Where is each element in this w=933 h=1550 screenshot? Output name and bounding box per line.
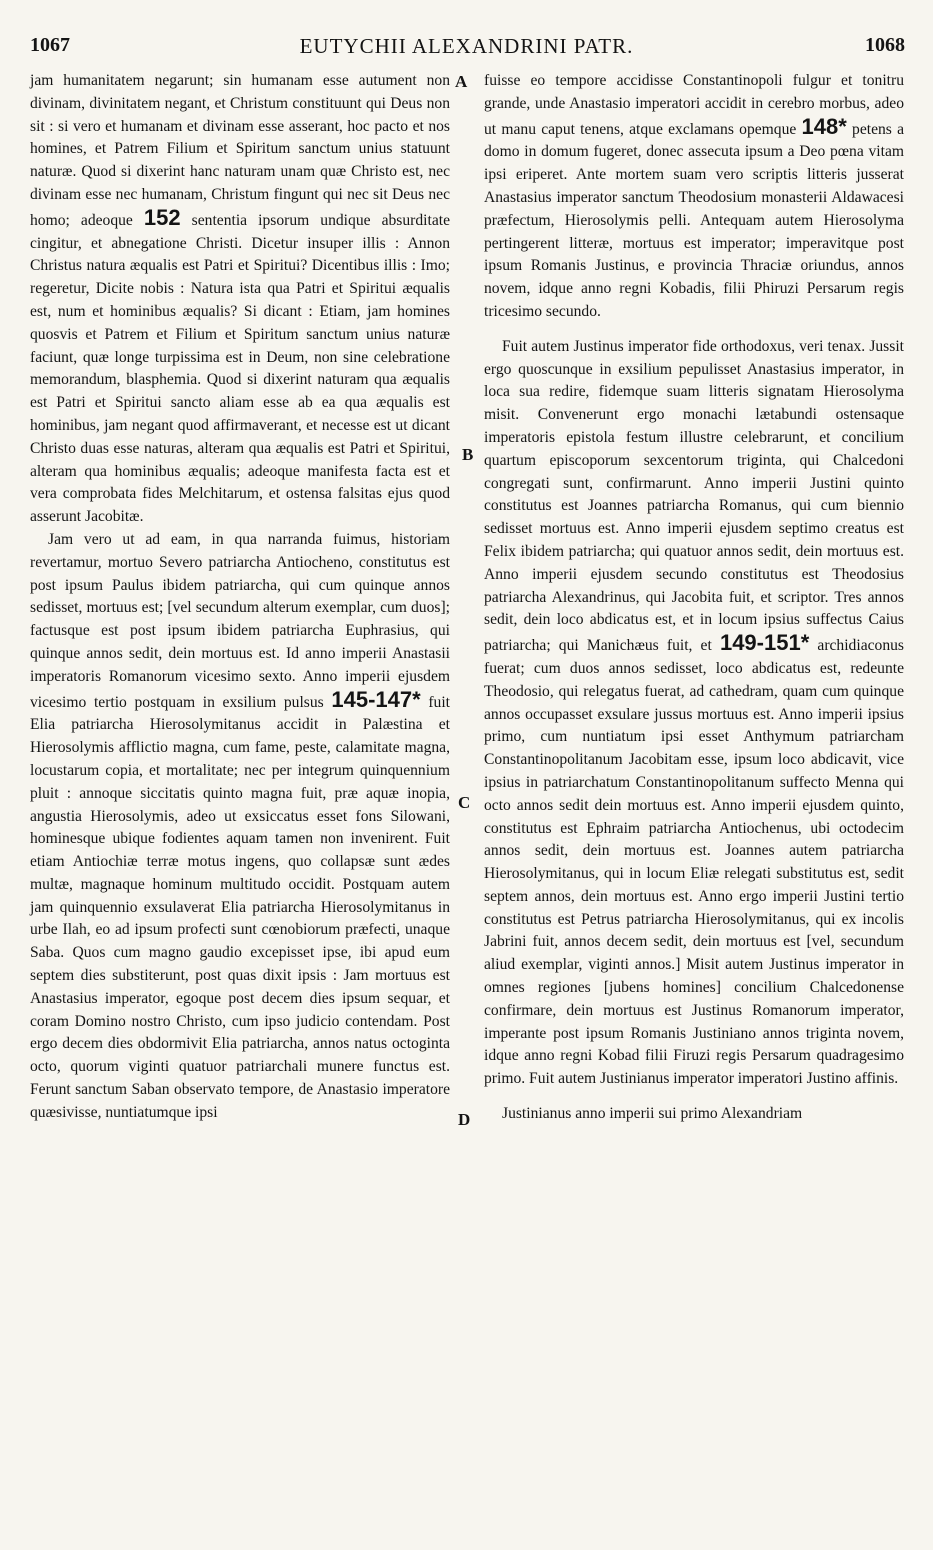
right-column bbox=[484, 70, 904, 1126]
left-p2-text-a: Jam vero ut ad eam, in qua narranda fuimus, historiam revertamur, mortuo Severo patriarcha Antiocheno, constitutus est post ipsum Paulus ibidem patriarcha, qui cum quinque annos sedisset, mortuus est; [vel secundum alterum exemplar, cum duos]; factusque est post ipsum ibidem patriarcha Euphrasius, qui quinque annos sedit, dein mortuus est. Id anno imperii Anastasii imperatoris Romanorum vicesimo sexto. Anno imperii ejusdem vicesimo tertio postquam in exsilium pulsus bbox=[30, 530, 450, 711]
page-number-right: 1068 bbox=[865, 34, 905, 56]
right-p1-text-b: petens a domo in domum fugeret, donec assecuta ipsum a Deo pœna vitam ipsi eriperet. Ante mortem suam vero scriptis litteris jusserat Anastasius imperator sanctum Theodosium monasterii Aldawacesi præfectum, Hierosolymis pelli. Antequam autem Hierosolyma pertingerent litteræ, mortuus est imperator; imperavitque post ipsum Romanis Justinus, e provincia Thraciæ oriundus, annos novem, idque anno regni Kobadis, filii Phiruzi Persarum regis tricesimo secundo. bbox=[484, 120, 904, 320]
running-header bbox=[22, 34, 911, 68]
left-column bbox=[30, 70, 450, 1125]
left-p2-text-b: fuit Elia patriarcha Hierosolymitanus accidit in Palæstina et Hierosolymis afflictio magna, cum fame, peste, calamitate magna, locustarum copia, et mortalitate; nec per integrum quinquennium pluit : annoque siccitatis quinto magna fuit, præ aquæ inopia, angustia Hierosolymis, adeo ut exsiccatus esset fons Silowani, hominesque ubique fodientes aquam tamen non invenirent. Fuit etiam Antiochiæ terræ motus ingens, quo collapsæ sunt ædes multæ, magnaque hominum multitudo occidit. Postquam autem jam quinquennio exsulaverat Elia patriarcha Hierosolymitanus in urbe Ilah, eo ad ipsum profecti sunt cœnobiorum præfecti, unaque Saba. Quos cum magno gaudio excepisset ipse, ibi apud eum septem dies substiterunt, post quas dixit ipsis : Jam mortuus est Anastasius imperator, egoque post decem dies ipsum sequar, et coram Domino nostro Christo, cum ipso judicio contendam. Post ergo decem dies obdormivit Elia patriarcha, annos natus octoginta octo, quorum viginti quatuor patriarchali munere functus est. Ferunt sanctum Saban observato tempore, de Anastasio imperatore quæsivisse, nuntiatumque ipsi bbox=[30, 693, 450, 1121]
right-paragraph-3: Justinianus anno imperii sui primo Alexandriam bbox=[502, 1105, 803, 1123]
column-marker-148: 148* bbox=[801, 113, 847, 139]
left-p1-text-a: jam humanitatem negarunt; sin humanam esse autument non divinam, divinitatem negant, et Christum constituunt qui Deus non sit : si vero et humanam et divinam esse asserant, hoc pacto et nos homines, et Patrem Filium et Spiritum sanctum unius statuunt naturæ. Quod si dixerint hanc naturam unam quæ Christo est, nec divinam esse nec humanam, Christum fingunt qui nec sit Deus nec homo; adeoque bbox=[30, 72, 450, 229]
page-number-left: 1067 bbox=[30, 34, 70, 56]
left-paragraph-2 bbox=[30, 529, 450, 1125]
left-p1-text-b: sententia ipsorum undique absurditate cingitur, et abnegatione Christi. Dicetur insuper illis : Annon Christus natura æqualis est Patri et Spiritui? Dicentibus illis : Imo; regeretur, Dicite nobis : Natura ista qua Patri et Spiritui æqualis est, num et hominibus æqualis? Si dicant : Etiam, jam homines quosvis et Patrem et Filium et Spiritum sanctum unius naturæ faciunt, quæ longe turpissima est in Deum, non sine celebratione memorandum, blasphemia. Quod si dixerint naturam qua æqualis est Patri et Spiritui sancto aliam esse ab ea qua æqualis est hominibus, jam negant quod affirmaverant, et necesse est ut dicant Christo duas esse naturas, alteram qua æqualis est Patri et Spiritui, alteram qua hominibus æqualis; adeoque manifesta facta est et vera comprobata fides Melchitarum, et ostensa falsitas ejus quod asserunt Jacobitæ. bbox=[30, 211, 450, 526]
running-title: EUTYCHII ALEXANDRINI PATR. bbox=[299, 34, 634, 58]
column-marker-149-151: 149-151* bbox=[719, 630, 810, 656]
margin-letter-c: C bbox=[458, 793, 471, 812]
right-paragraph-1 bbox=[484, 70, 904, 324]
column-marker-152: 152 bbox=[143, 204, 181, 230]
margin-letter-b: B bbox=[462, 445, 474, 464]
margin-letter-a: A bbox=[455, 72, 468, 91]
margin-letter-d: D bbox=[458, 1110, 471, 1129]
right-p2-text-b: archidiaconus fuerat; cum duos annos sedisset, loco abdicatus est, redeunte Theodosio, qui relegatus fuerat, ad cathedram, quam cum quinque annos occupasset exsulare jussus mortuus est. Anno imperii ipsius primo, cum nuntiatum ipsi esset Anthymum patriarcham Constantinopolitanum Jacobitam esse, ipsum loco abdicavit, vice ipsius in patriarchatum Constantinopolitanum suffecto Menna qui octo annos sedit dein mortuus est. Anno imperii ejusdem quinto, constitutus est Ephraim patriarcha Antiochenus, ubi octodecim annos sedit, dein mortuus est. Joannes autem patriarcha Hierosolymitanus, qui in locum Eliæ relegati substitutus est, sedit septem annos, dein mortuus est. Anno ergo imperii Justini tertio constitutus est Petrus patriarcha Hierosolymitanus, qui ex incolis Jabrini fuit, annos decem sedit, dein mortuus est [vel, secundum aliud exemplar, viginti annos.] Misit autem Justinus imperator in omnes regiones [jubens homines] concilium Chalcedonense confirmare, dein mortuus est Justinus Romanorum imperator, imperante post ipsum Romanis Justiniano annos triginta novem, idque anno regni Kobad filii Firuzi regis Persarum quadragesimo primo. Fuit autem Justinianus imperator imperatori Justino affinis. bbox=[484, 637, 904, 1088]
right-p1-text-a: fuisse eo tempore accidisse Constantinopoli fulgur et tonitru grande, unde Anastasio imperatori accidit in cerebro morbus, adeo ut manu caput tenens, atque exclamans opemque bbox=[484, 72, 904, 138]
column-marker-145-147: 145-147* bbox=[331, 686, 421, 712]
left-paragraph-1 bbox=[30, 70, 450, 529]
right-paragraph-2 bbox=[484, 336, 904, 1091]
right-p2-text-a: Fuit autem Justinus imperator fide orthodoxus, veri tenax. Jussit ergo quoscunque in exsilium pepulisset Anastasius imperator, in loca sua redire, fidemque suam litteris signatam Hierosolyma misit. Convenerunt ergo monachi lætabundi ostensaque imperatoris epistola festum illustre celebrarunt, et concilium quartum episcoporum sexcentorum triginta, qui Chalcedoni congregati sunt, confirmarunt. Anno imperii Justini quinto constitutus est Joannes patriarcha Romanus, qui cum biennio sedisset mortuus est. Anno imperii ejusdem septimo creatus est Felix ibidem patriarcha; qui quatuor annos sedit, dein mortuus est. Anno imperii ejusdem secundo constitutus est Theodosius patriarcha Alexandrinus, qui Jacobita fuit, et scriptor. Tres annos sedit, dein loco abdicatus est, et in locum ipsius suffectus Caius patriarcha; qui Manichæus fuit, et bbox=[484, 337, 904, 655]
